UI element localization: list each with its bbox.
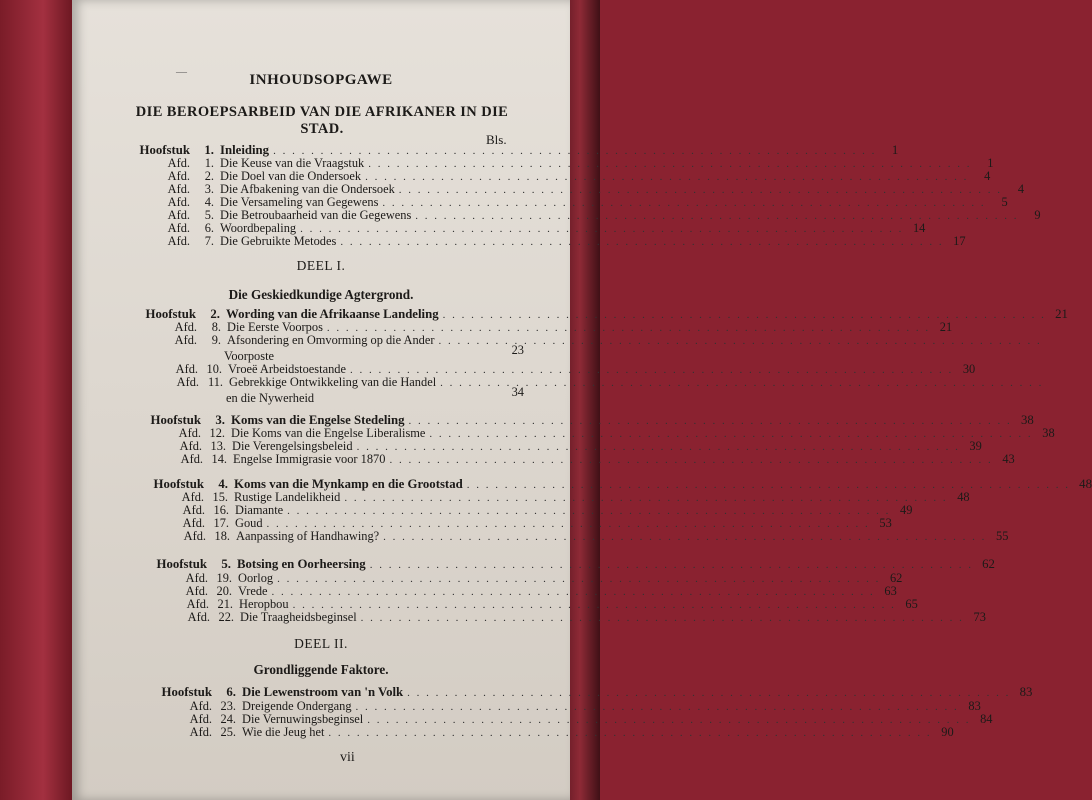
section-number: 19.: [216, 571, 232, 585]
section-number: 1.: [204, 156, 214, 170]
leader-dots: . . . . . . . . . . . . . . . . . . . . . . . . . . . . . . . . . . . . . . . . . . . . . . . . . . . . . . . . . . . . . . . .: [328, 727, 932, 739]
toc-entry-page: 48: [1079, 477, 1092, 491]
section-label: Afd.: [167, 234, 190, 248]
toc-entry-title: Botsing en Oorheersing: [237, 557, 366, 571]
chapter-label: Hoofstuk: [139, 143, 190, 157]
toc-entry-page: 62: [982, 557, 995, 571]
section-label: Afd.: [186, 597, 209, 611]
section-label: Afd.: [179, 439, 202, 453]
section-number: 6.: [204, 221, 214, 235]
toc-entry-page: 83: [1019, 685, 1033, 699]
toc-entry-title: Inleiding: [220, 143, 270, 157]
toc-entry-title: Rustige Landelikheid: [234, 490, 341, 504]
section-number: 21.: [217, 597, 233, 611]
toc-entry-page: 90: [941, 725, 954, 739]
section-label: Afd.: [181, 490, 204, 504]
leader-dots: . . . . . . . . . . . . . . . . . . . . . . . . . . . . . . . . . . . . . . . . . . . . . . . . . . . . . . . . . . . . . . . .: [287, 505, 891, 517]
section-number: 9.: [211, 333, 221, 347]
toc-entry-title: Die Koms van die Engelse Liberalisme: [231, 426, 426, 440]
toc-entry-page: 1: [987, 156, 994, 170]
leader-dots: . . . . . . . . . . . . . . . . . . . . . . . . . . . . . . . . . . . . . . . . . . . . . . . . . . . . . . . . . . . . . . . .: [292, 599, 896, 611]
toc-chapter-row: [150, 685, 1033, 699]
section-heading: DEEL I.: [296, 258, 346, 273]
toc-entry-page: 38: [1042, 426, 1055, 440]
section-subheading: Die Geskiedkundige Agtergrond.: [228, 287, 414, 302]
toc-entry-page: 9: [1034, 208, 1041, 222]
chapter-number: 4.: [218, 477, 228, 491]
toc-entry-page: 65: [905, 597, 918, 611]
section-heading: DEEL II.: [294, 636, 348, 651]
chapter-label: Hoofstuk: [161, 685, 212, 699]
leader-dots: . . . . . . . . . . . . . . . . . . . . . . . . . . . . . . . . . . . . . . . . . . . . . . . . . . . . . . . . . . . . . . . .: [365, 171, 969, 183]
toc-entry-title: Heropbou: [239, 597, 289, 611]
leader-dots: . . . . . . . . . . . . . . . . . . . . . . . . . . . . . . . . . . . . . . . . . . . . . . . . . . . . . . . . . . . . . . . .: [360, 612, 964, 624]
section-label: Afd.: [187, 610, 210, 624]
toc-entry-page: 5: [1001, 195, 1008, 209]
leader-dots: . . . . . . . . . . . . . . . . . . . . . . . . . . . . . . . . . . . . . . . . . . . . . . . . . . . . . . . . . . . . . . . .: [277, 573, 881, 585]
section-number: 25.: [220, 725, 236, 739]
section-label: Afd.: [167, 169, 190, 183]
toc-entry-title: Woordbepaling: [220, 221, 297, 235]
toc-entry-title: Vroeë Arbeidstoestande: [228, 362, 346, 376]
section-number: 8.: [211, 320, 221, 334]
section-number: 5.: [204, 208, 214, 222]
section-number: 2.: [204, 169, 214, 183]
section-number: 12.: [209, 426, 225, 440]
toc-entry-title: Dreigende Ondergang: [242, 699, 352, 713]
toc-entry-title: Die Gebruikte Metodes: [220, 234, 337, 248]
toc-entry-continuation: [226, 385, 524, 405]
leader-dots: . . . . . . . . . . . . . . . . . . . . . . . . . . . . . . . . . . . . . . . . . . . . . . . . . . . . . . . . . . . . . . . .: [349, 364, 954, 376]
toc-entry-title: Diamante: [235, 503, 284, 517]
section-label: Afd.: [182, 503, 205, 517]
leader-dots: . . . . . . . . . . . . . . . . . . . . . . . . . . . . . . . . . . . . . . . . . . . . . . . . . . . . . . . . . . . . . . . .: [429, 428, 1033, 440]
toc-section-row: [144, 529, 1009, 543]
toc-chapter-row: [145, 557, 995, 571]
section-label: Afd.: [167, 221, 190, 235]
section-label: Afd.: [189, 725, 212, 739]
leader-dots: . . . . . . . . . . . . . . . . . . . . . . . . . . . . . . . . . . . . . . . . . . . . . . . . . . . . . . . . . . . . . . . .: [326, 322, 931, 334]
toc-entry-title: Die Eerste Voorpos: [227, 320, 323, 334]
toc-entry-page: 4: [984, 169, 991, 183]
chapter-number: 1.: [204, 143, 214, 157]
leader-dots: . . . . . . . . . . . . . . . . . . . . . . . . . . . . . . . . . . . . . . . . . . . . . . . . . . . . . . . . . . . . . . . .: [369, 559, 973, 571]
toc-entry-page: 43: [1002, 452, 1015, 466]
toc-entry-page: 38: [1020, 413, 1034, 427]
leader-dots: . . . . . . . . . . . . . . . . . . . . . . . . . . . . . . . . . . . . . . . . . . . . . . . . . . . . . . . . . . . . . . . .: [407, 687, 1011, 699]
section-number: 17.: [213, 516, 229, 530]
toc-entry-title: Oorlog: [238, 571, 274, 585]
leader-dots: . . . . . . . . . . . . . . . . . . . . . . . . . . . . . . . . . . . . . . . . . . . . . . . . . . . . . . . . . . . . . . . .: [408, 415, 1012, 427]
toc-entry-title: Die Verengelsingsbeleid: [232, 439, 353, 453]
toc-entry-page: 48: [957, 490, 970, 504]
toc-entry-page: 53: [879, 516, 892, 530]
toc-section-row: [137, 375, 1044, 389]
section-number: 24.: [220, 712, 236, 726]
toc-entry-title: Wording van die Afrikaanse Landeling: [226, 307, 439, 321]
page-mark: —: [176, 66, 187, 78]
chapter-label: Hoofstuk: [150, 413, 201, 427]
page-title: INHOUDSOPGAWE: [249, 72, 393, 88]
toc-entry-title: Koms van die Mynkamp en die Grootstad: [234, 477, 463, 491]
section-subheading: Grondliggende Faktore.: [253, 662, 389, 677]
toc-entry-title: Koms van die Engelse Stedeling: [231, 413, 405, 427]
toc-entry-title: Die Afbakening van die Ondersoek: [220, 182, 395, 196]
section-label: Afd.: [167, 195, 190, 209]
leader-dots: . . . . . . . . . . . . . . . . . . . . . . . . . . . . . . . . . . . . . . . . . . . . . . . . . . . . . . . . . . . . . . . .: [344, 492, 948, 504]
section-number: 7.: [204, 234, 214, 248]
leader-dots: . . . . . . . . . . . . . . . . . . . . . . . . . . . . . . . . . . . . . . . . . . . . . . . . . . . . . . . . . . . . . . . .: [398, 184, 1003, 196]
toc-entry-title: Voorposte: [224, 349, 275, 363]
leader-dots: . . . . . . . . . . . . . . . . . . . . . . . . . . . . . . . . . . . . . . . . . . . . . . . . . . . . . . . . . . . . . . . .: [355, 701, 959, 713]
section-label: Afd.: [167, 156, 190, 170]
section-label: Afd.: [174, 333, 197, 347]
leader-dots: . . . . . . . . . . . . . . . . . . . . . . . . . . . . . . . . . . . . . . . . . . . . . . . . . . . . . . . . . . . . . . . .: [382, 197, 986, 209]
leader-dots: . . . . . . . . . . . . . . . . . . . . . . . . . . . . . . . . . . . . . . . . . . . . . . . . . . . . . . . . . . . . . . . .: [438, 335, 1042, 347]
toc-entry-title: Goud: [235, 516, 263, 530]
section-label: Afd.: [174, 320, 197, 334]
section-number: 16.: [213, 503, 229, 517]
toc-section-row: [128, 234, 966, 248]
section-label: Afd.: [185, 571, 208, 585]
section-label: Afd.: [185, 584, 208, 598]
book-cover-left: [0, 0, 72, 800]
toc-entry-page: 83: [968, 699, 981, 713]
section-label: Afd.: [189, 712, 212, 726]
leader-dots: . . . . . . . . . . . . . . . . . . . . . . . . . . . . . . . . . . . . . . . . . . . . . . . . . . . . . . . . . . . . . . . .: [442, 309, 1046, 321]
toc-entry-page: 62: [889, 571, 903, 585]
chapter-label: Hoofstuk: [156, 557, 207, 571]
section-number: 10.: [206, 362, 222, 376]
toc-entry-title: Die Traagheidsbeginsel: [240, 610, 357, 624]
section-label: Afd.: [167, 208, 190, 222]
section-number: 4.: [204, 195, 214, 209]
section-label: Afd.: [176, 375, 199, 389]
chapter-number: 2.: [210, 307, 220, 321]
page-column-label: Bls.: [486, 132, 507, 147]
toc-section-row: [141, 452, 1015, 466]
leader-dots: . . . . . . . . . . . . . . . . . . . . . . . . . . . . . . . . . . . . . . . . . . . . . . . . . . . . . . . . . . . . . . . .: [368, 158, 972, 170]
toc-entry-title: Die Versameling van Gegewens: [220, 195, 379, 209]
section-label: Afd.: [183, 529, 206, 543]
leader-dots: . . . . . . . . . . . . . . . . . . . . . . . . . . . . . . . . . . . . . . . . . . . . . . . . . . . . . . . . . . . . . . . .: [340, 236, 944, 248]
toc-entry-title: Wie die Jeug het: [242, 725, 325, 739]
section-number: 13.: [210, 439, 226, 453]
toc-entry-page: 39: [969, 439, 982, 453]
chapter-number: 5.: [221, 557, 231, 571]
section-number: 14.: [211, 452, 227, 466]
table-of-contents: [72, 0, 1092, 800]
section-number: 11.: [207, 375, 223, 389]
toc-entry-page: 23: [511, 343, 524, 357]
book-subtitle: DIE BEROEPSARBEID VAN DIE AFRIKANER IN DIE STAD.: [135, 104, 509, 137]
toc-section-row: [135, 333, 1042, 347]
leader-dots: . . . . . . . . . . . . . . . . . . . . . . . . . . . . . . . . . . . . . . . . . . . . . . . . . . . . . . . . . . . . . . . .: [383, 531, 987, 543]
toc-entry-title: Gebrekkige Ontwikkeling van die Handel: [229, 375, 437, 389]
toc-entry-page: 73: [973, 610, 986, 624]
toc-entry-page: 63: [884, 584, 897, 598]
section-number: 3.: [204, 182, 214, 196]
toc-entry-title: Aanpassing of Handhawing?: [236, 529, 380, 543]
toc-entry-title: Die Betroubaarheid van die Gegewens: [220, 208, 412, 222]
toc-section-row: [148, 610, 986, 624]
chapter-label: Hoofstuk: [145, 307, 196, 321]
section-label: Afd.: [167, 182, 190, 196]
leader-dots: . . . . . . . . . . . . . . . . . . . . . . . . . . . . . . . . . . . . . . . . . . . . . . . . . . . . . . . . . . . . . . . .: [273, 145, 877, 157]
leader-dots: . . . . . . . . . . . . . . . . . . . . . . . . . . . . . . . . . . . . . . . . . . . . . . . . . . . . . . . . . . . . . . . .: [440, 377, 1044, 389]
toc-entry-title: Die Keuse van die Vraagstuk: [220, 156, 365, 170]
leader-dots: . . . . . . . . . . . . . . . . . . . . . . . . . . . . . . . . . . . . . . . . . . . . . . . . . . . . . . . . . . . . . . . .: [266, 518, 870, 530]
section-number: 22.: [218, 610, 234, 624]
chapter-number: 3.: [215, 413, 225, 427]
section-label: Afd.: [175, 362, 198, 376]
section-label: Afd.: [178, 426, 201, 440]
toc-entry-page: 4: [1017, 182, 1025, 196]
section-number: 18.: [214, 529, 230, 543]
toc-entry-page: 49: [900, 503, 913, 517]
section-label: Afd.: [182, 516, 205, 530]
toc-entry-title: en die Nywerheid: [226, 391, 315, 405]
toc-entry-page: 21: [1055, 307, 1068, 321]
chapter-number: 6.: [226, 685, 236, 699]
toc-section-row: [150, 725, 954, 739]
book-page: [72, 0, 1092, 800]
leader-dots: . . . . . . . . . . . . . . . . . . . . . . . . . . . . . . . . . . . . . . . . . . . . . . . . . . . . . . . . . . . . . . . .: [466, 479, 1070, 491]
toc-entry-page: 17: [953, 234, 966, 248]
section-label: Afd.: [180, 452, 203, 466]
toc-entry-page: 14: [912, 221, 926, 235]
toc-entry-page: 21: [939, 320, 953, 334]
leader-dots: . . . . . . . . . . . . . . . . . . . . . . . . . . . . . . . . . . . . . . . . . . . . . . . . . . . . . . . . . . . . . . . .: [367, 714, 971, 726]
page-number: vii: [340, 750, 355, 765]
section-number: 15.: [212, 490, 228, 504]
chapter-label: Hoofstuk: [153, 477, 204, 491]
leader-dots: . . . . . . . . . . . . . . . . . . . . . . . . . . . . . . . . . . . . . . . . . . . . . . . . . . . . . . . . . . . . . . . .: [415, 210, 1019, 222]
leader-dots: . . . . . . . . . . . . . . . . . . . . . . . . . . . . . . . . . . . . . . . . . . . . . . . . . . . . . . . . . . . . . . . .: [300, 223, 904, 235]
toc-entry-title: Engelse Immigrasie voor 1870: [233, 452, 386, 466]
toc-entry-title: Afsondering en Omvorming op die Ander: [227, 333, 435, 347]
toc-entry-page: 1: [891, 143, 899, 157]
toc-entry-page: 84: [980, 712, 993, 726]
toc-entry-title: Die Vernuwingsbeginsel: [242, 712, 364, 726]
section-number: 20.: [216, 584, 232, 598]
leader-dots: . . . . . . . . . . . . . . . . . . . . . . . . . . . . . . . . . . . . . . . . . . . . . . . . . . . . . . . . . . . . . . . .: [356, 441, 960, 453]
toc-entry-page: 55: [996, 529, 1009, 543]
toc-entry-page: 34: [511, 385, 524, 399]
toc-entry-title: Die Doel van die Ondersoek: [220, 169, 362, 183]
toc-entry-title: Die Lewenstroom van 'n Volk: [242, 685, 404, 699]
leader-dots: . . . . . . . . . . . . . . . . . . . . . . . . . . . . . . . . . . . . . . . . . . . . . . . . . . . . . . . . . . . . . . . .: [389, 454, 993, 466]
section-number: 23.: [220, 699, 236, 713]
toc-entry-page: 30: [962, 362, 976, 376]
toc-entry-title: Vrede: [238, 584, 268, 598]
leader-dots: . . . . . . . . . . . . . . . . . . . . . . . . . . . . . . . . . . . . . . . . . . . . . . . . . . . . . . . . . . . . . . . .: [271, 586, 875, 598]
section-label: Afd.: [189, 699, 212, 713]
